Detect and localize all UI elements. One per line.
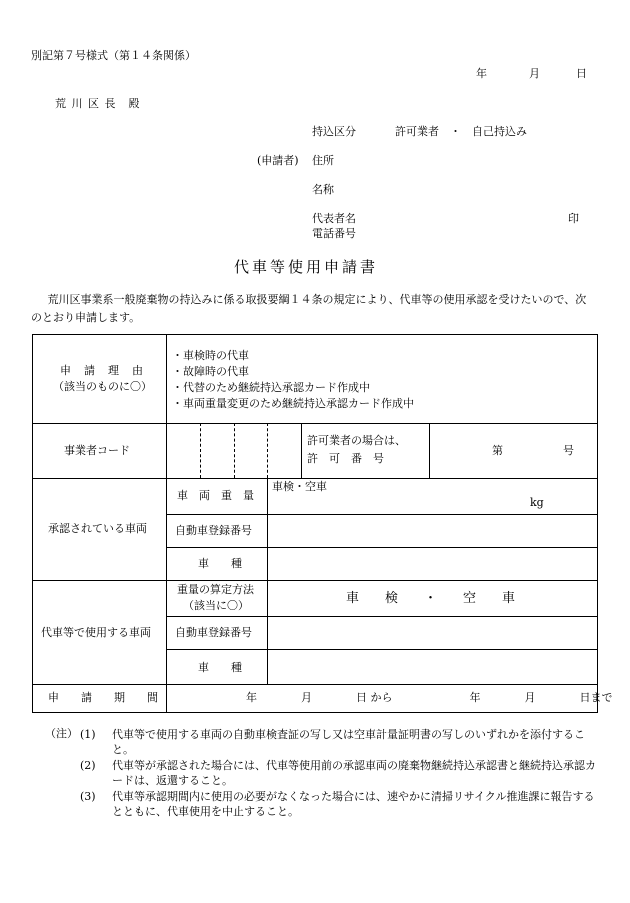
- category-label: 持込区分: [312, 125, 356, 138]
- note-item: [80, 758, 600, 788]
- date-year: 年: [476, 67, 487, 80]
- date-day: 日: [576, 67, 587, 80]
- address-label: 住所: [312, 154, 334, 167]
- intro-text: 荒川区事業系一般廃棄物の持込みに係る取扱要綱１４条の規定により、代車等の使用承認を受けたいので、次のとおり申請します。: [31, 293, 587, 324]
- reason-sublabel: （該当のものに〇）: [53, 380, 152, 393]
- note-item: [80, 727, 600, 757]
- note-item: [80, 789, 600, 819]
- reason-item: ・車両重量変更のため継続持込承認カード作成中: [172, 397, 414, 410]
- note-text: 代車等承認期間内に使用の必要がなくなった場合には、速やかに清掃リサイクル推進課に報告するとともに、代車使用を中止すること。: [112, 790, 595, 818]
- permit-dai: 第: [492, 444, 503, 457]
- reason-item: ・車検時の代車: [172, 349, 249, 362]
- period-text: 年 月 日 から 年 月 日まで: [246, 691, 613, 704]
- calc-method-label-2: （該当に〇）: [183, 599, 249, 612]
- permit-label-1: 許可業者の場合は、: [307, 434, 406, 447]
- date-month: 月: [529, 67, 540, 80]
- permit-go: 号: [563, 444, 574, 457]
- weight-prefix: 車検・空車: [272, 480, 327, 493]
- registration-label: 自動車登録番号: [175, 524, 252, 537]
- note-text: 代車等が承認された場合には、代車等使用前の承認車両の廃棄物継続持込承認書と継続持込承認カードは、返還すること。: [112, 759, 596, 787]
- notes-label: （注）: [45, 727, 78, 740]
- business-code-label: 事業者コード: [64, 444, 130, 457]
- note-number: (1): [80, 728, 96, 741]
- substitute-vehicle-label: 代車等で使用する車両: [41, 626, 151, 639]
- vehicle-type-label: 車 種: [198, 557, 242, 570]
- document-title: 代車等使用申請書: [234, 258, 379, 276]
- period-label: 申 請 期 間: [48, 691, 158, 704]
- reason-list: [172, 348, 414, 412]
- addressee: 荒 川 区 長 殿: [55, 97, 141, 110]
- vehicle-type-label: 車 種: [198, 661, 242, 674]
- reason-label: 申 請 理 由: [60, 364, 144, 377]
- registration-label: 自動車登録番号: [175, 626, 252, 639]
- calc-method-label-1: 重量の算定方法: [177, 583, 254, 596]
- applicant-label: (申請者): [257, 154, 299, 167]
- reason-item: ・代替のため継続持込承認カード作成中: [172, 381, 370, 394]
- seal-mark: 印: [568, 212, 579, 225]
- phone-label: 電話番号: [312, 227, 356, 240]
- category-options: 許可業者 ・ 自己持込み: [395, 125, 527, 138]
- weight-label: 車 両 重 量: [177, 489, 254, 502]
- note-number: (3): [80, 790, 96, 803]
- name-label: 名称: [312, 183, 334, 196]
- reason-item: ・故障時の代車: [172, 365, 249, 378]
- form-reference: 別記第７号様式（第１４条関係）: [31, 49, 196, 62]
- note-number: (2): [80, 759, 96, 772]
- permit-label-2: 許 可 番 号: [307, 452, 384, 465]
- approved-vehicle-label: 承認されている車両: [48, 522, 147, 535]
- calc-method-options: 車 検 ・ 空 車: [346, 591, 516, 606]
- notes-list: [80, 727, 600, 820]
- weight-unit: kg: [530, 496, 544, 509]
- note-text: 代車等で使用する車両の自動車検査証の写し又は空車計量証明書の写しのいずれかを添付すること。: [112, 728, 585, 756]
- representative-label: 代表者名: [312, 212, 356, 225]
